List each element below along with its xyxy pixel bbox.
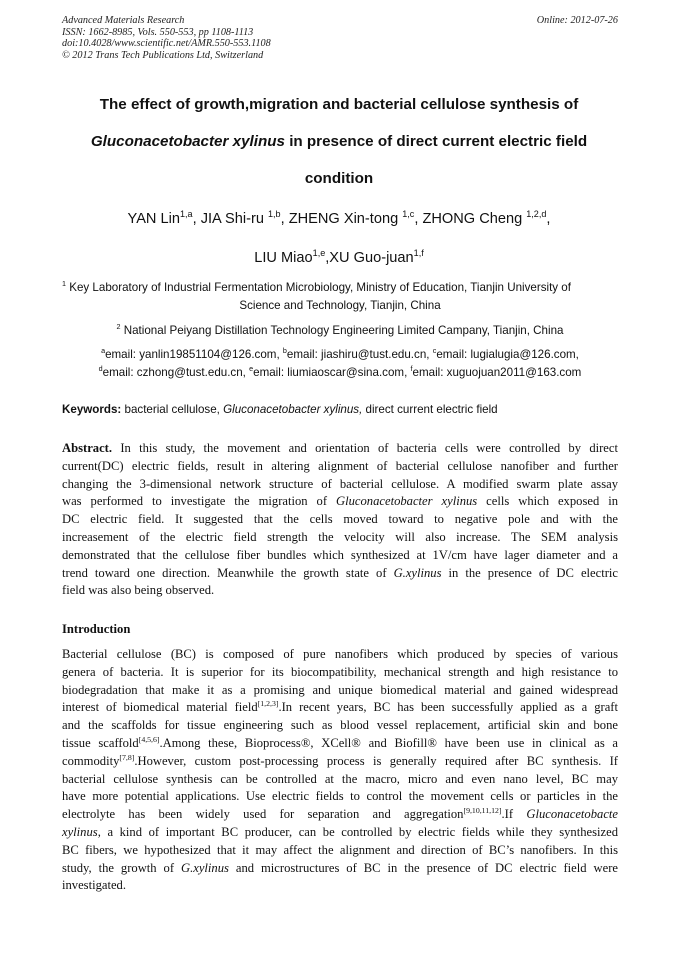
abstract-text: in the presence of DC electric <box>441 565 618 580</box>
author-line-2: LIU Miao$^{1,e}$,XU Guo-juan$^{1,f}$ <box>254 248 424 266</box>
journal-name: Advanced Materials Research <box>62 15 185 26</box>
author-name: XU Guo-juan <box>329 250 414 266</box>
citation-ref: [9,10,11,12] <box>463 805 502 815</box>
keywords-label: Keywords: <box>62 403 122 416</box>
affiliation-2 <box>62 322 618 340</box>
intro-text: commodity <box>62 753 120 768</box>
author-affil-mark: 1,f <box>413 248 424 259</box>
citation-ref: [4,5,6] <box>138 734 160 744</box>
intro-text: tissue scaffold <box>62 735 139 750</box>
intro-line <box>62 824 618 842</box>
author-name: YAN Lin <box>127 211 180 227</box>
abstract-line: increasement of the electric field strength the velocity will also increase. The SEM analysis <box>62 529 618 544</box>
keyword-species: Gluconacetobacter xylinus, <box>223 403 363 416</box>
affil-mark: 1 <box>62 279 66 289</box>
email-item: email: jiashiru@tust.edu.cn, <box>286 348 433 361</box>
title-line-1: The effect of growth,migration and bacterial cellulose synthesis of <box>99 96 579 113</box>
intro-line: investigated. <box>62 878 127 893</box>
intro-line: BC fibers, we hypothesized that it may affect the alignment and direction of BC’s nanofibers. In this <box>62 842 618 857</box>
abstract-line: demonstrated that the cellulose fiber bundles which synthesized at 1V/cm have lager diameter and a <box>62 547 618 562</box>
author-name: JIA Shi-ru <box>200 211 269 227</box>
intro-line: genera of bacteria. It is superior for its biocompatibility, mechanical strength and high resistance to <box>62 664 618 679</box>
author-name: ZHENG Xin-tong <box>288 211 403 227</box>
keywords <box>62 402 618 418</box>
online-date: Online: 2012-07-26 <box>536 15 618 26</box>
email-line-1 <box>62 346 618 364</box>
affil-2-text: National Peiyang Distillation Technology Engineering Limited Campany, Tianjin, China <box>120 324 564 337</box>
email-mark: f <box>410 364 413 374</box>
author-affil-mark: 1,e <box>312 248 326 259</box>
email-item: email: lugialugia@126.com, <box>436 348 579 361</box>
author-name: ZHONG Cheng <box>422 211 527 227</box>
abstract-text: cells which exposed in <box>477 494 619 509</box>
intro-line: Bacterial cellulose (BC) is composed of pure nanofibers which produced by species of various <box>62 647 618 661</box>
author-affil-mark: 1,2,d <box>526 209 547 220</box>
author-affil-mark: 1,c <box>402 209 415 220</box>
abstract-text: In this study, the movement and orientation of bacteria cells were controlled by direct <box>112 441 618 455</box>
affiliation-1 <box>62 279 618 297</box>
intro-line <box>62 699 618 717</box>
abstract-text: was performed to investigate the migration of <box>62 494 337 509</box>
author-affil-mark: 1,a <box>180 209 193 220</box>
section-heading-introduction: Introduction <box>62 622 131 636</box>
journal-header <box>62 15 618 61</box>
abstract-line: current(DC) electric fields, result in altering alignment of bacterial cellulose nanofiber and further <box>62 458 618 473</box>
intro-text: study, the growth of <box>62 860 181 875</box>
abstract-line <box>62 493 618 511</box>
intro-species: xylinus <box>62 824 98 839</box>
author-line-1: YAN Lin$^{1,a}$, JIA Shi-ru $^{1,b}$, ZHENG Xin-tong $^{1,c}$, ZHONG Cheng $^{1,2,d}$, <box>127 209 551 227</box>
email-line-2 <box>62 364 618 382</box>
intro-line <box>62 860 618 878</box>
intro-text: .Among these, Bioprocess®, XCell® and Biofill® have been use in clinical as a <box>159 735 618 750</box>
email-item: email: xuguojuan2011@163.com <box>412 366 582 379</box>
abstract-species: G.xylinus <box>393 565 442 580</box>
email-mark: b <box>282 346 287 356</box>
intro-line: and the scaffolds for tissue engineering such as blood vessel replacement, artificial skin and bone <box>62 718 618 733</box>
email-item: email: liumiaoscar@sina.com, <box>253 366 411 379</box>
intro-line <box>62 753 618 771</box>
author-name: LIU Miao <box>254 250 313 266</box>
abstract-line: changing the 3-dimensional network structure of bacterial cellulose. A modified swarm plate assay <box>62 476 618 491</box>
email-mark: c <box>432 346 437 356</box>
copyright-line: © 2012 Trans Tech Publications Ltd, Switzerland <box>62 49 264 61</box>
author-list <box>40 200 638 278</box>
title-line-2-rest: in presence of direct current electric field <box>284 133 588 150</box>
title-line-3: condition <box>304 170 374 187</box>
email-item: email: yanlin19851104@126.com, <box>105 348 283 361</box>
author-affil-mark: 1,b <box>268 209 281 220</box>
keyword-text: direct current electric field <box>362 403 498 416</box>
abstract <box>62 440 618 600</box>
intro-text: electrolyte has been widely used for separation and aggregation <box>62 807 464 822</box>
intro-text: interest of biomedical material field <box>62 700 258 715</box>
abstract-label: Abstract. <box>62 441 113 455</box>
citation-ref: [7,8] <box>119 752 135 762</box>
abstract-line <box>62 440 618 458</box>
intro-text: .If <box>501 807 527 822</box>
introduction-body <box>62 646 618 895</box>
abstract-line <box>62 565 618 583</box>
intro-line: bacterial cellulose synthesis can be controlled at the macro, micro and even nano level, BC may <box>62 771 618 786</box>
doi-line: doi:10.4028/www.scientific.net/AMR.550-553.1108 <box>62 38 271 49</box>
abstract-text: trend toward one direction. Meanwhile the growth state of <box>62 565 394 580</box>
email-mark: a <box>101 346 106 356</box>
intro-line: biodegradation that make it as a promising and unique biomedical material and gained widespread <box>62 682 618 697</box>
intro-line <box>62 735 618 753</box>
abstract-species: Gluconacetobacter xylinus <box>336 494 478 509</box>
intro-text: and microstructures of BC in the presence of DC electric field were <box>228 860 618 875</box>
intro-text: .However, custom post-processing process is generally required after BC synthesis. If <box>134 753 618 768</box>
affil-mark: 2 <box>116 322 121 332</box>
issn-line: ISSN: 1662-8985, Vols. 550-553, pp 1108-1113 <box>62 26 254 38</box>
email-item: email: czhong@tust.edu.cn, <box>102 366 250 379</box>
affiliations <box>62 279 618 382</box>
email-mark: e <box>249 364 254 374</box>
abstract-line: DC electric field. It suggested that the cells moved toward to negative pole and with the <box>62 512 618 527</box>
title-species: Gluconacetobacter xylinus <box>90 133 285 150</box>
intro-species: Gluconacetobacte <box>526 807 618 822</box>
paper-title <box>40 86 638 197</box>
title-line-2 <box>40 123 638 160</box>
affil-1-line-1: Key Laboratory of Industrial Fermentation Microbiology, Ministry of Education, Tianjin University of <box>66 281 571 294</box>
intro-text: .In recent years, BC has been successfully applied as a graft <box>278 700 618 715</box>
intro-line: have more potential applications. Use electric fields to control the movement cells or particles in the <box>62 789 618 804</box>
affiliation-1-cont: Science and Technology, Tianjin, China <box>239 299 441 312</box>
email-mark: d <box>98 364 103 374</box>
abstract-line: field was also being observed. <box>62 583 215 598</box>
intro-line <box>62 806 618 824</box>
email-list <box>62 346 618 382</box>
intro-text: , a kind of important BC producer, can be controlled by electric fields while they synthesized <box>97 824 618 839</box>
citation-ref: [1,2,3] <box>257 699 279 709</box>
keyword-text: bacterial cellulose, <box>121 403 224 416</box>
intro-species: G.xylinus <box>181 860 229 875</box>
